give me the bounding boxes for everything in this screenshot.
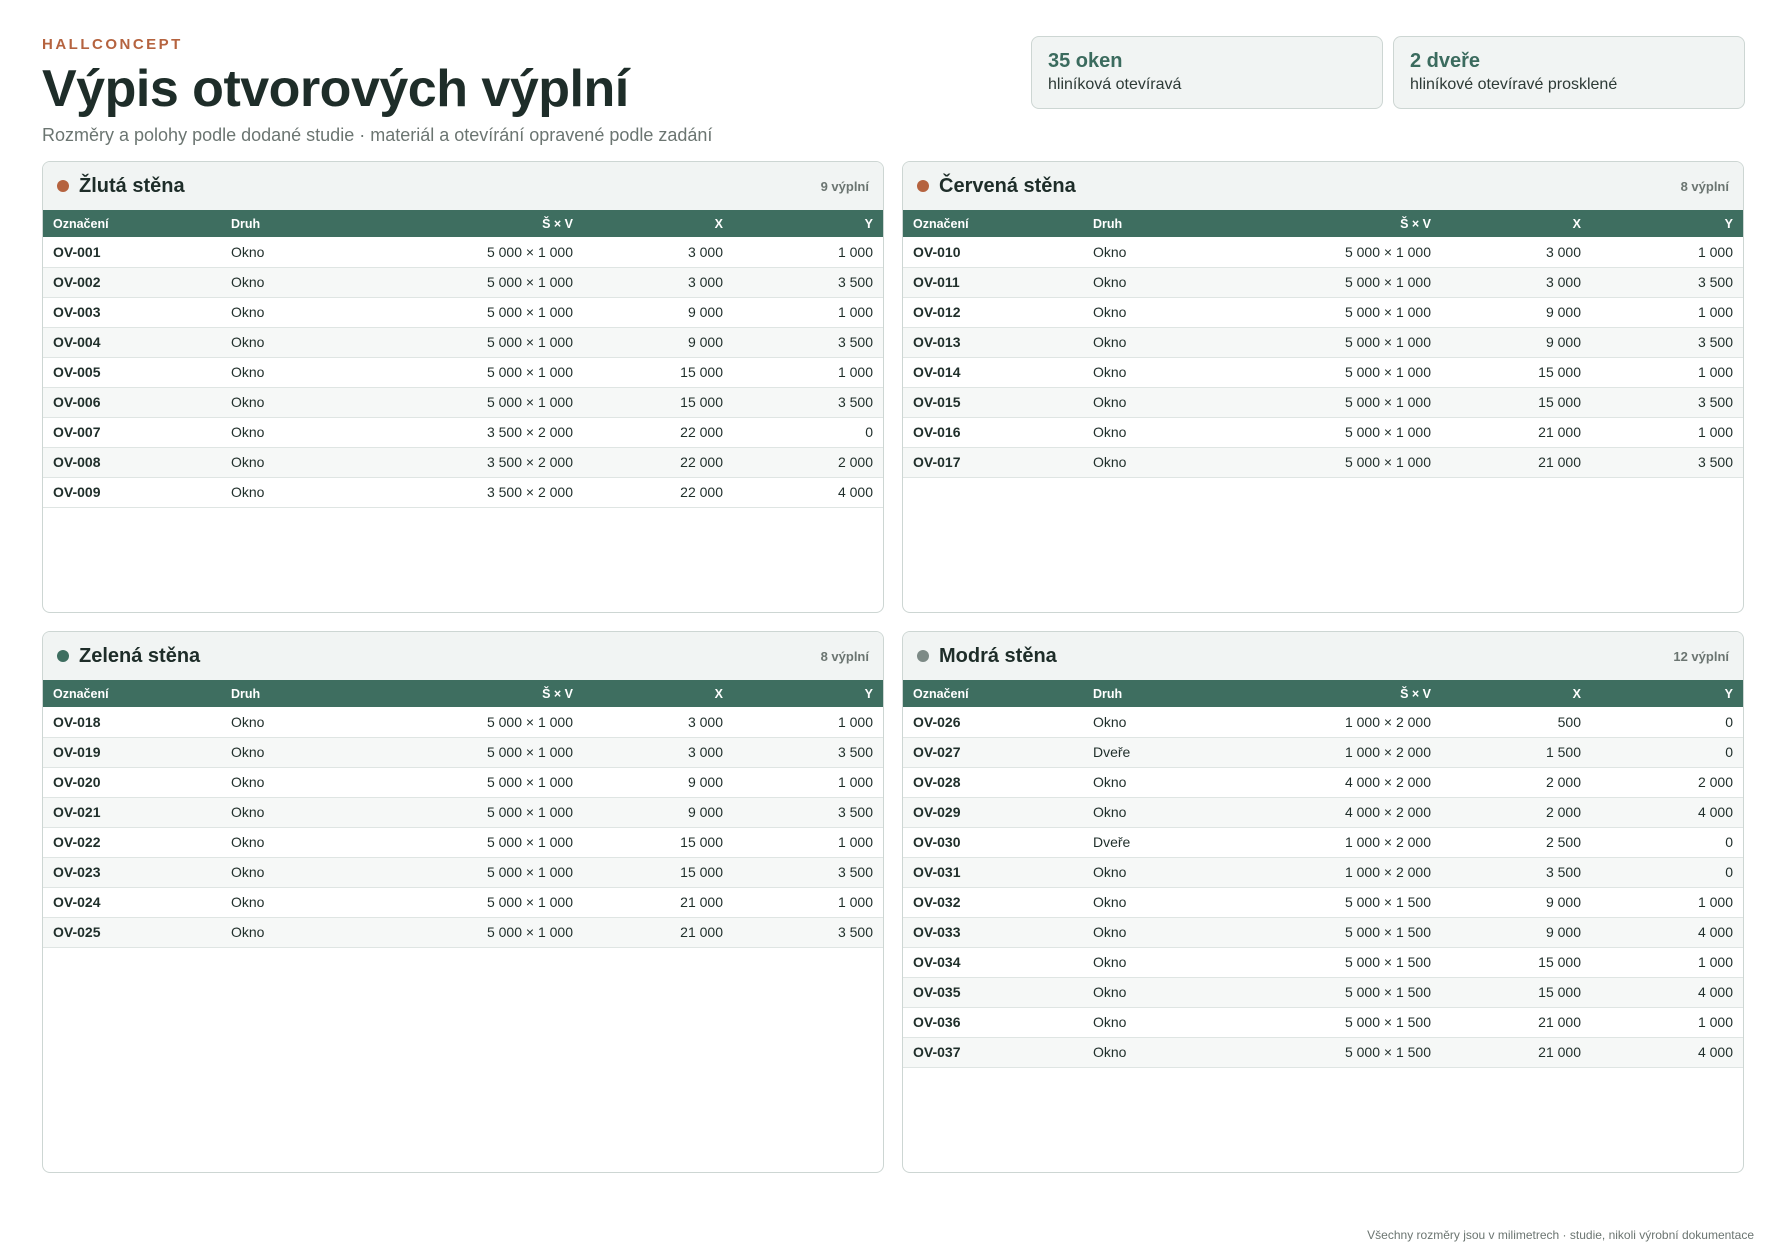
col-header-id: Označení — [913, 686, 969, 701]
opening-id: OV-019 — [43, 737, 221, 767]
table-row — [43, 297, 883, 327]
panel-green-wall — [42, 631, 884, 1173]
table-row — [903, 297, 1743, 327]
table-row — [43, 827, 883, 857]
opening-x: 15 000 — [1441, 387, 1591, 417]
panel-blue-wall — [902, 631, 1744, 1173]
opening-y: 3 500 — [733, 797, 883, 827]
col-header-size: Š × V — [1400, 216, 1431, 231]
opening-id: OV-031 — [903, 857, 1083, 887]
opening-y: 4 000 — [1591, 977, 1743, 1007]
opening-x: 22 000 — [583, 477, 733, 507]
opening-x: 9 000 — [1441, 327, 1591, 357]
opening-size: 5 000 × 1 000 — [351, 887, 583, 917]
opening-x: 3 000 — [583, 707, 733, 737]
opening-type: Okno — [221, 417, 351, 447]
col-header-size: Š × V — [542, 686, 573, 701]
opening-x: 22 000 — [583, 447, 733, 477]
opening-size: 5 000 × 1 000 — [1213, 267, 1441, 297]
opening-id: OV-036 — [903, 1007, 1083, 1037]
opening-type: Okno — [221, 237, 351, 267]
col-header-y: Y — [864, 216, 873, 231]
opening-type: Okno — [221, 267, 351, 297]
opening-x: 21 000 — [1441, 1007, 1591, 1037]
opening-id: OV-020 — [43, 767, 221, 797]
opening-y: 1 000 — [1591, 297, 1743, 327]
panel-yellow-wall — [42, 161, 884, 613]
col-header-x: X — [714, 216, 723, 231]
table-row — [903, 887, 1743, 917]
table-row — [43, 857, 883, 887]
opening-id: OV-035 — [903, 977, 1083, 1007]
color-dot-icon — [57, 180, 69, 192]
opening-id: OV-030 — [903, 827, 1083, 857]
opening-size: 5 000 × 1 000 — [1213, 447, 1441, 477]
table-row — [903, 917, 1743, 947]
opening-y: 4 000 — [1591, 797, 1743, 827]
table-header-row — [903, 210, 1743, 237]
opening-type: Okno — [1083, 797, 1213, 827]
opening-y: 3 500 — [733, 267, 883, 297]
opening-type: Okno — [1083, 327, 1213, 357]
opening-y: 3 500 — [1591, 327, 1743, 357]
opening-size: 5 000 × 1 500 — [1213, 947, 1441, 977]
opening-type: Okno — [1083, 387, 1213, 417]
table-row — [903, 767, 1743, 797]
table-row — [903, 827, 1743, 857]
opening-size: 1 000 × 2 000 — [1213, 707, 1441, 737]
opening-y: 0 — [1591, 707, 1743, 737]
page-title: Výpis otvorových výplní — [42, 60, 629, 118]
panel-count: 8 výplní — [820, 649, 869, 664]
opening-type: Okno — [221, 737, 351, 767]
table-header-row — [43, 210, 883, 237]
opening-type: Okno — [1083, 357, 1213, 387]
opening-y: 4 000 — [1591, 917, 1743, 947]
opening-x: 9 000 — [583, 327, 733, 357]
opening-size: 5 000 × 1 000 — [351, 327, 583, 357]
col-header-type: Druh — [231, 686, 261, 701]
opening-y: 2 000 — [733, 447, 883, 477]
opening-size: 5 000 × 1 000 — [351, 797, 583, 827]
table-row — [43, 737, 883, 767]
opening-id: OV-023 — [43, 857, 221, 887]
opening-type: Okno — [1083, 947, 1213, 977]
table-row — [43, 767, 883, 797]
opening-x: 21 000 — [583, 887, 733, 917]
opening-y: 1 000 — [1591, 1007, 1743, 1037]
opening-x: 15 000 — [1441, 977, 1591, 1007]
table-header-row — [43, 680, 883, 707]
table-row — [43, 707, 883, 737]
table-row — [43, 447, 883, 477]
opening-y: 1 000 — [733, 297, 883, 327]
table-row — [43, 887, 883, 917]
opening-type: Okno — [221, 797, 351, 827]
col-header-type: Druh — [1093, 686, 1123, 701]
opening-size: 5 000 × 1 000 — [351, 387, 583, 417]
panel-header — [903, 162, 1743, 210]
opening-size: 5 000 × 1 000 — [351, 737, 583, 767]
opening-id: OV-003 — [43, 297, 221, 327]
opening-x: 9 000 — [1441, 297, 1591, 327]
opening-size: 5 000 × 1 000 — [351, 917, 583, 947]
table-row — [903, 357, 1743, 387]
table-header-row — [903, 680, 1743, 707]
opening-type: Okno — [1083, 237, 1213, 267]
opening-x: 21 000 — [1441, 1037, 1591, 1067]
panel-title: Zelená stěna — [79, 644, 201, 667]
panel-title: Červená stěna — [939, 174, 1076, 197]
table-row — [43, 357, 883, 387]
col-header-x: X — [1572, 686, 1581, 701]
opening-x: 9 000 — [583, 297, 733, 327]
opening-id: OV-017 — [903, 447, 1083, 477]
opening-y: 3 500 — [733, 917, 883, 947]
opening-y: 0 — [1591, 857, 1743, 887]
opening-id: OV-026 — [903, 707, 1083, 737]
color-dot-icon — [917, 650, 929, 662]
table-row — [43, 477, 883, 507]
col-header-type: Druh — [1093, 216, 1123, 231]
opening-y: 0 — [1591, 827, 1743, 857]
color-dot-icon — [57, 650, 69, 662]
opening-x: 15 000 — [583, 357, 733, 387]
opening-size: 5 000 × 1 000 — [351, 767, 583, 797]
opening-type: Okno — [1083, 417, 1213, 447]
table-row — [43, 387, 883, 417]
opening-id: OV-028 — [903, 767, 1083, 797]
opening-y: 1 000 — [733, 237, 883, 267]
table-row — [903, 387, 1743, 417]
col-header-x: X — [1572, 216, 1581, 231]
table-row — [43, 797, 883, 827]
col-header-y: Y — [864, 686, 873, 701]
stat-label: hliníkové otevíravé prosklené — [1410, 76, 1618, 93]
opening-size: 5 000 × 1 000 — [1213, 327, 1441, 357]
opening-x: 21 000 — [583, 917, 733, 947]
stat-card-doors — [1393, 36, 1745, 109]
table-row — [903, 737, 1743, 767]
stat-label: hliníková otevíravá — [1048, 76, 1182, 93]
opening-type: Okno — [221, 477, 351, 507]
stat-card-windows — [1031, 36, 1383, 109]
table-row — [903, 797, 1743, 827]
opening-id: OV-012 — [903, 297, 1083, 327]
col-header-size: Š × V — [1400, 686, 1431, 701]
opening-y: 3 500 — [1591, 387, 1743, 417]
openings-table — [43, 680, 883, 948]
opening-type: Okno — [221, 447, 351, 477]
opening-type: Okno — [221, 357, 351, 387]
opening-x: 9 000 — [583, 797, 733, 827]
opening-y: 3 500 — [733, 387, 883, 417]
opening-x: 15 000 — [583, 387, 733, 417]
opening-id: OV-034 — [903, 947, 1083, 977]
opening-x: 15 000 — [583, 827, 733, 857]
opening-type: Okno — [1083, 887, 1213, 917]
opening-y: 1 000 — [733, 707, 883, 737]
opening-type: Okno — [1083, 1007, 1213, 1037]
opening-size: 5 000 × 1 000 — [351, 267, 583, 297]
opening-size: 5 000 × 1 000 — [1213, 237, 1441, 267]
opening-id: OV-029 — [903, 797, 1083, 827]
panel-count: 9 výplní — [820, 179, 869, 194]
opening-y: 3 500 — [1591, 267, 1743, 297]
opening-id: OV-024 — [43, 887, 221, 917]
opening-x: 3 000 — [583, 737, 733, 767]
opening-type: Okno — [221, 327, 351, 357]
opening-size: 3 500 × 2 000 — [351, 417, 583, 447]
table-row — [903, 977, 1743, 1007]
opening-size: 5 000 × 1 000 — [351, 827, 583, 857]
opening-y: 0 — [1591, 737, 1743, 767]
color-dot-icon — [917, 180, 929, 192]
panel-header — [903, 632, 1743, 680]
opening-size: 5 000 × 1 000 — [351, 857, 583, 887]
opening-type: Okno — [1083, 707, 1213, 737]
table-row — [903, 417, 1743, 447]
table-row — [43, 917, 883, 947]
opening-type: Okno — [221, 387, 351, 417]
table-row — [903, 707, 1743, 737]
table-row — [903, 947, 1743, 977]
opening-size: 5 000 × 1 500 — [1213, 1007, 1441, 1037]
opening-x: 9 000 — [1441, 887, 1591, 917]
opening-x: 2 500 — [1441, 827, 1591, 857]
table-row — [43, 267, 883, 297]
opening-x: 9 000 — [1441, 917, 1591, 947]
opening-x: 3 000 — [583, 237, 733, 267]
opening-id: OV-013 — [903, 327, 1083, 357]
opening-y: 1 000 — [1591, 947, 1743, 977]
opening-size: 5 000 × 1 000 — [351, 707, 583, 737]
opening-type: Okno — [1083, 1037, 1213, 1067]
opening-size: 3 500 × 2 000 — [351, 447, 583, 477]
opening-size: 3 500 × 2 000 — [351, 477, 583, 507]
opening-id: OV-015 — [903, 387, 1083, 417]
table-row — [903, 447, 1743, 477]
opening-id: OV-033 — [903, 917, 1083, 947]
opening-size: 5 000 × 1 500 — [1213, 917, 1441, 947]
panel-title: Modrá stěna — [939, 644, 1057, 667]
opening-size: 5 000 × 1 000 — [1213, 417, 1441, 447]
opening-size: 5 000 × 1 000 — [1213, 387, 1441, 417]
col-header-type: Druh — [231, 216, 261, 231]
stat-value: 2 dveře — [1410, 50, 1481, 72]
panel-red-wall — [902, 161, 1744, 613]
opening-size: 5 000 × 1 000 — [351, 237, 583, 267]
opening-id: OV-016 — [903, 417, 1083, 447]
opening-x: 3 000 — [1441, 237, 1591, 267]
panel-count: 8 výplní — [1680, 179, 1729, 194]
opening-size: 1 000 × 2 000 — [1213, 857, 1441, 887]
opening-x: 15 000 — [1441, 357, 1591, 387]
opening-id: OV-002 — [43, 267, 221, 297]
opening-type: Okno — [221, 297, 351, 327]
opening-id: OV-014 — [903, 357, 1083, 387]
openings-table — [43, 210, 883, 508]
opening-x: 2 000 — [1441, 767, 1591, 797]
panel-count: 12 výplní — [1673, 649, 1729, 664]
table-row — [903, 267, 1743, 297]
table-row — [903, 327, 1743, 357]
openings-table — [903, 680, 1743, 1068]
brand-name: HALLCONCEPT — [42, 36, 183, 53]
opening-x: 15 000 — [583, 857, 733, 887]
opening-size: 4 000 × 2 000 — [1213, 797, 1441, 827]
opening-size: 1 000 × 2 000 — [1213, 737, 1441, 767]
opening-y: 1 000 — [1591, 417, 1743, 447]
opening-y: 4 000 — [733, 477, 883, 507]
col-header-size: Š × V — [542, 216, 573, 231]
panel-header — [43, 162, 883, 210]
opening-type: Okno — [1083, 977, 1213, 1007]
opening-id: OV-006 — [43, 387, 221, 417]
opening-id: OV-022 — [43, 827, 221, 857]
page-subtitle: Rozměry a polohy podle dodané studie · materiál a otevírání opravené podle zadání — [42, 125, 713, 145]
opening-y: 3 500 — [733, 737, 883, 767]
opening-type: Okno — [221, 827, 351, 857]
opening-y: 1 000 — [733, 887, 883, 917]
opening-size: 5 000 × 1 000 — [351, 357, 583, 387]
opening-x: 22 000 — [583, 417, 733, 447]
opening-x: 3 000 — [1441, 267, 1591, 297]
opening-type: Okno — [221, 857, 351, 887]
opening-id: OV-001 — [43, 237, 221, 267]
panel-title: Žlutá stěna — [79, 174, 185, 197]
table-row — [903, 1037, 1743, 1067]
opening-id: OV-021 — [43, 797, 221, 827]
opening-type: Okno — [221, 767, 351, 797]
opening-type: Okno — [1083, 447, 1213, 477]
opening-type: Okno — [221, 707, 351, 737]
opening-id: OV-007 — [43, 417, 221, 447]
page-header — [42, 36, 1022, 146]
opening-x: 15 000 — [1441, 947, 1591, 977]
col-header-id: Označení — [53, 686, 109, 701]
col-header-id: Označení — [53, 216, 109, 231]
opening-size: 5 000 × 1 000 — [351, 297, 583, 327]
opening-size: 5 000 × 1 500 — [1213, 887, 1441, 917]
opening-id: OV-032 — [903, 887, 1083, 917]
opening-y: 1 000 — [1591, 887, 1743, 917]
opening-y: 3 500 — [733, 327, 883, 357]
opening-id: OV-037 — [903, 1037, 1083, 1067]
opening-type: Okno — [1083, 767, 1213, 797]
col-header-id: Označení — [913, 216, 969, 231]
opening-x: 21 000 — [1441, 417, 1591, 447]
opening-x: 3 500 — [1441, 857, 1591, 887]
col-header-y: Y — [1724, 216, 1733, 231]
footer-note: Všechny rozměry jsou v milimetrech · studie, nikoli výrobní dokumentace — [1367, 1228, 1754, 1242]
opening-x: 3 000 — [583, 267, 733, 297]
opening-type: Okno — [1083, 297, 1213, 327]
opening-y: 1 000 — [733, 357, 883, 387]
col-header-y: Y — [1724, 686, 1733, 701]
opening-type: Dveře — [1083, 737, 1213, 767]
table-row — [903, 1007, 1743, 1037]
table-row — [43, 237, 883, 267]
opening-y: 1 000 — [1591, 357, 1743, 387]
opening-size: 4 000 × 2 000 — [1213, 767, 1441, 797]
opening-type: Okno — [221, 917, 351, 947]
opening-type: Okno — [1083, 857, 1213, 887]
opening-type: Dveře — [1083, 827, 1213, 857]
opening-type: Okno — [1083, 917, 1213, 947]
opening-y: 4 000 — [1591, 1037, 1743, 1067]
opening-y: 1 000 — [1591, 237, 1743, 267]
opening-y: 1 000 — [733, 767, 883, 797]
opening-size: 5 000 × 1 000 — [1213, 357, 1441, 387]
opening-size: 5 000 × 1 500 — [1213, 1037, 1441, 1067]
opening-id: OV-027 — [903, 737, 1083, 767]
opening-x: 1 500 — [1441, 737, 1591, 767]
opening-x: 500 — [1441, 707, 1591, 737]
table-row — [43, 417, 883, 447]
stat-value: 35 oken — [1048, 50, 1123, 72]
opening-size: 1 000 × 2 000 — [1213, 827, 1441, 857]
opening-y: 0 — [733, 417, 883, 447]
opening-y: 3 500 — [733, 857, 883, 887]
opening-x: 21 000 — [1441, 447, 1591, 477]
opening-x: 2 000 — [1441, 797, 1591, 827]
opening-id: OV-005 — [43, 357, 221, 387]
opening-id: OV-010 — [903, 237, 1083, 267]
table-row — [903, 857, 1743, 887]
openings-table — [903, 210, 1743, 478]
panel-header — [43, 632, 883, 680]
opening-id: OV-009 — [43, 477, 221, 507]
opening-size: 5 000 × 1 000 — [1213, 297, 1441, 327]
opening-id: OV-011 — [903, 267, 1083, 297]
opening-id: OV-008 — [43, 447, 221, 477]
opening-size: 5 000 × 1 500 — [1213, 977, 1441, 1007]
table-row — [43, 327, 883, 357]
opening-id: OV-018 — [43, 707, 221, 737]
opening-y: 1 000 — [733, 827, 883, 857]
opening-y: 2 000 — [1591, 767, 1743, 797]
opening-id: OV-004 — [43, 327, 221, 357]
opening-id: OV-025 — [43, 917, 221, 947]
opening-type: Okno — [1083, 267, 1213, 297]
opening-type: Okno — [221, 887, 351, 917]
col-header-x: X — [714, 686, 723, 701]
opening-y: 3 500 — [1591, 447, 1743, 477]
table-row — [903, 237, 1743, 267]
opening-x: 9 000 — [583, 767, 733, 797]
